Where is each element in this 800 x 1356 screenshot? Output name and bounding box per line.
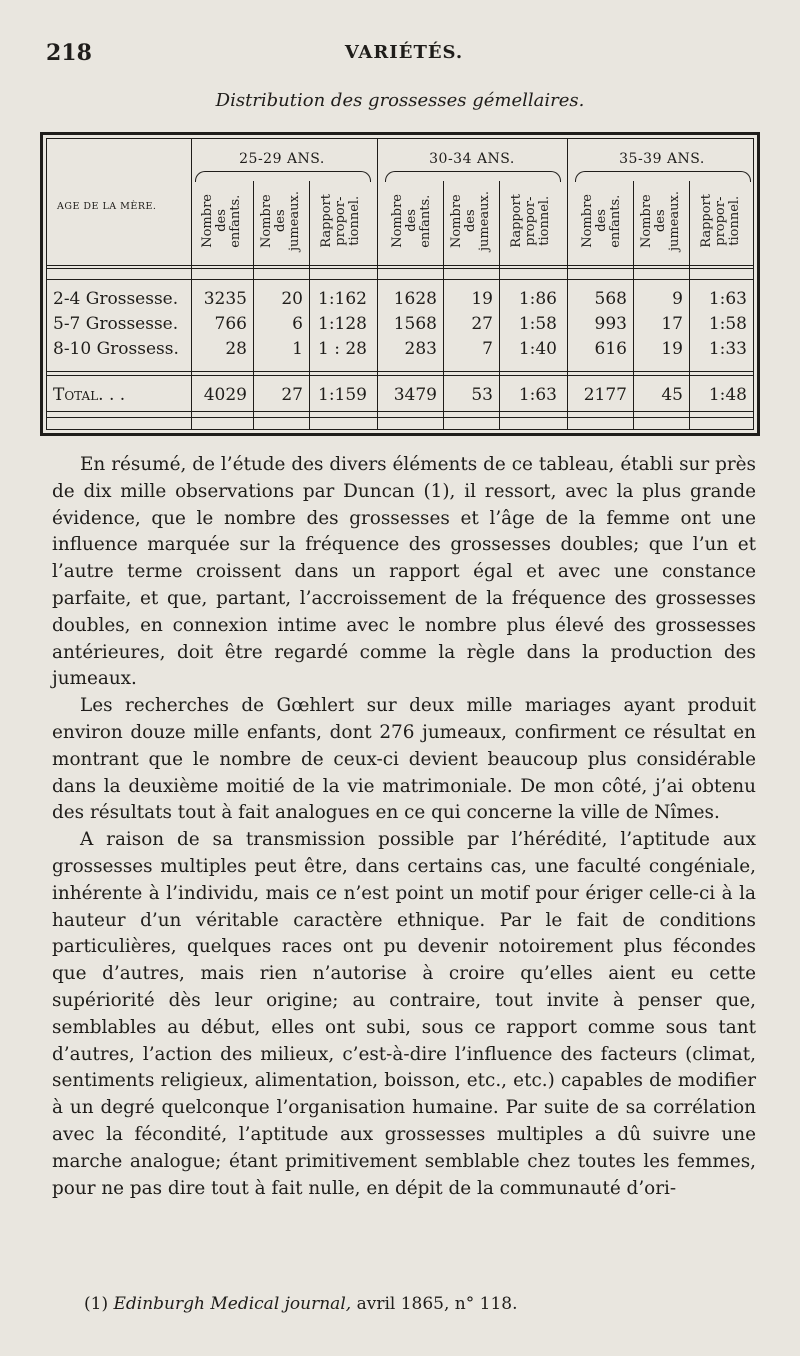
age-group-header: 35-39 ANS. <box>619 151 705 167</box>
table-row-cell: 19 <box>471 289 493 309</box>
footnote-journal: Edinburgh Medical journal, <box>113 1294 352 1314</box>
table-row-cell: 616 <box>594 339 627 359</box>
table-row-cell: 1568 <box>393 314 437 334</box>
data-table-inner <box>46 138 754 430</box>
table-row-cell: 1628 <box>393 289 437 309</box>
table-row-cell: 1:58 <box>518 314 557 334</box>
table-row-cell: 20 <box>281 289 303 309</box>
table-row-cell: 993 <box>594 314 627 334</box>
table-row-cell: 9 <box>672 289 683 309</box>
paragraph: En résumé, de l’étude des divers éléments de ce tableau, établi sur près de dix mille observations par Duncan (1), il ressort, avec la plus grande évidence, que le nombre des grossesses et l’âge de la femme ont une influence marquée sur la fréquence des grossesses doubles; que l’un et l’autre terme croissent dans un rapport égal et avec une constance parfaite, et que, partant, l’accroissement de la fréquence des grossesses doubles, en connexion intime avec le nombre plus élevé des grossesses antérieures, doit être regardé comme la règle dans la production des jumeaux. <box>52 454 756 690</box>
total-row-cell: 4029 <box>203 385 247 405</box>
total-row-cell: 27 <box>281 385 303 405</box>
column-header: Nombre des jumeaux. <box>259 190 302 251</box>
column-header: Nombre des enfants. <box>580 194 623 248</box>
table-row-cell: 1:63 <box>708 289 747 309</box>
table-row-cell: 1:58 <box>708 314 747 334</box>
column-header: Rapport propor- tionnel. <box>699 194 742 248</box>
total-row-cell: 1:48 <box>708 385 747 405</box>
row-divider <box>47 371 753 372</box>
page-number: 218 <box>46 40 92 66</box>
column-header: Nombre des enfants. <box>390 194 433 248</box>
table-row-cell: 1 <box>292 339 303 359</box>
total-row-cell: 45 <box>661 385 683 405</box>
total-row-cell: 53 <box>471 385 493 405</box>
age-column-header: AGE DE LA MÈRE. <box>57 201 157 212</box>
total-row-cell: 1:159 <box>318 385 367 405</box>
total-row-cell: 1:63 <box>518 385 557 405</box>
table-row-cell: 568 <box>594 289 627 309</box>
column-header: Rapport propor- tionnel. <box>319 194 362 248</box>
total-row-cell: 2177 <box>583 385 627 405</box>
body-text <box>52 452 756 1202</box>
total-row-cell: 3479 <box>393 385 437 405</box>
table-row-cell: 19 <box>661 339 683 359</box>
row-divider <box>47 265 753 266</box>
total-row-label: Total. . . <box>53 385 126 405</box>
header-divider <box>47 268 753 269</box>
table-row-cell: 7 <box>482 339 493 359</box>
table-row-cell: 17 <box>661 314 683 334</box>
data-table <box>40 132 760 436</box>
column-header: Nombre des enfants. <box>200 194 243 248</box>
row-divider <box>47 279 753 280</box>
table-row-cell: 3235 <box>203 289 247 309</box>
table-row-label: 2-4 Grossesse. <box>53 289 179 309</box>
footnote-mark: (1) <box>84 1294 109 1314</box>
column-header: Nombre des jumeaux. <box>639 190 682 251</box>
paragraph: A raison de sa transmission possible par l’hérédité, l’aptitude aux grossesses multiples peut être, dans certains cas, une faculté congéniale, inhérente à l’individu, mais ce n’est point un motif pour ériger celle-ci à la hauteur d’un véritable caractère ethnique. Par le fait de conditions particulières, quelques races ont pu devenir notoirement plus fécondes que d’autres, mais rien n’autorise à croire qu’elles aient eu cette supériorité dès leur origine; au contraire, tout invite à penser que, semblables au début, elles ont subi, sous ce rapport comme sous tant d’autres, l’action des milieux, c’est-à-dire l’influence des facteurs (climat, sentiments religieux, alimentation, boisson, etc., etc.) capables de modifier à un degré quelconque l’organisation humaine. Par suite de sa corrélation avec la fécondité, l’aptitude aux grossesses multiples a dû suivre une marche analogue; étant primitivement semblable chez toutes les femmes, pour ne pas dire tout à fait nulle, en dépit de la communauté d’ori- <box>52 829 756 1199</box>
footnote <box>84 1294 764 1314</box>
age-group-header: 25-29 ANS. <box>239 151 325 167</box>
table-row-cell: 1:86 <box>518 289 557 309</box>
running-head: VARIÉTÉS. <box>344 42 464 63</box>
table-row-cell: 1:162 <box>318 289 367 309</box>
table-row-cell: 1:128 <box>318 314 367 334</box>
table-row-cell: 28 <box>225 339 247 359</box>
column-header: Nombre des jumeaux. <box>449 190 492 251</box>
page-header <box>46 40 762 72</box>
row-divider <box>47 411 753 412</box>
group-divider <box>377 139 378 429</box>
table-row-cell: 6 <box>292 314 303 334</box>
table-row-cell: 1:33 <box>708 339 747 359</box>
table-row-cell: 1:40 <box>518 339 557 359</box>
table-row-cell: 283 <box>404 339 437 359</box>
table-row-cell: 1 : 28 <box>318 339 367 359</box>
table-row-cell: 27 <box>471 314 493 334</box>
column-header: Rapport propor- tionnel. <box>509 194 552 248</box>
row-divider <box>47 417 753 418</box>
row-divider <box>47 375 753 376</box>
table-row-label: 5-7 Grossesse. <box>53 314 179 334</box>
group-divider <box>567 139 568 429</box>
table-row-label: 8-10 Grossess. <box>53 339 179 359</box>
footnote-details: avril 1865, n° 118. <box>356 1294 518 1314</box>
table-row-cell: 766 <box>214 314 247 334</box>
paragraph: Les recherches de Gœhlert sur deux mille mariages ayant produit environ douze mille enfants, dont 276 jumeaux, confirment ce résultat en montrant que le nombre de ceux-ci devient beaucoup plus considérable dans la deuxième moitié de la vie matrimoniale. De mon côté, j’ai obtenu des résultats tout à fait analogues en ce qui concerne la ville de Nîmes. <box>52 695 756 824</box>
table-title: Distribution des grossesses gémellaires. <box>215 90 585 111</box>
age-group-header: 30-34 ANS. <box>429 151 515 167</box>
